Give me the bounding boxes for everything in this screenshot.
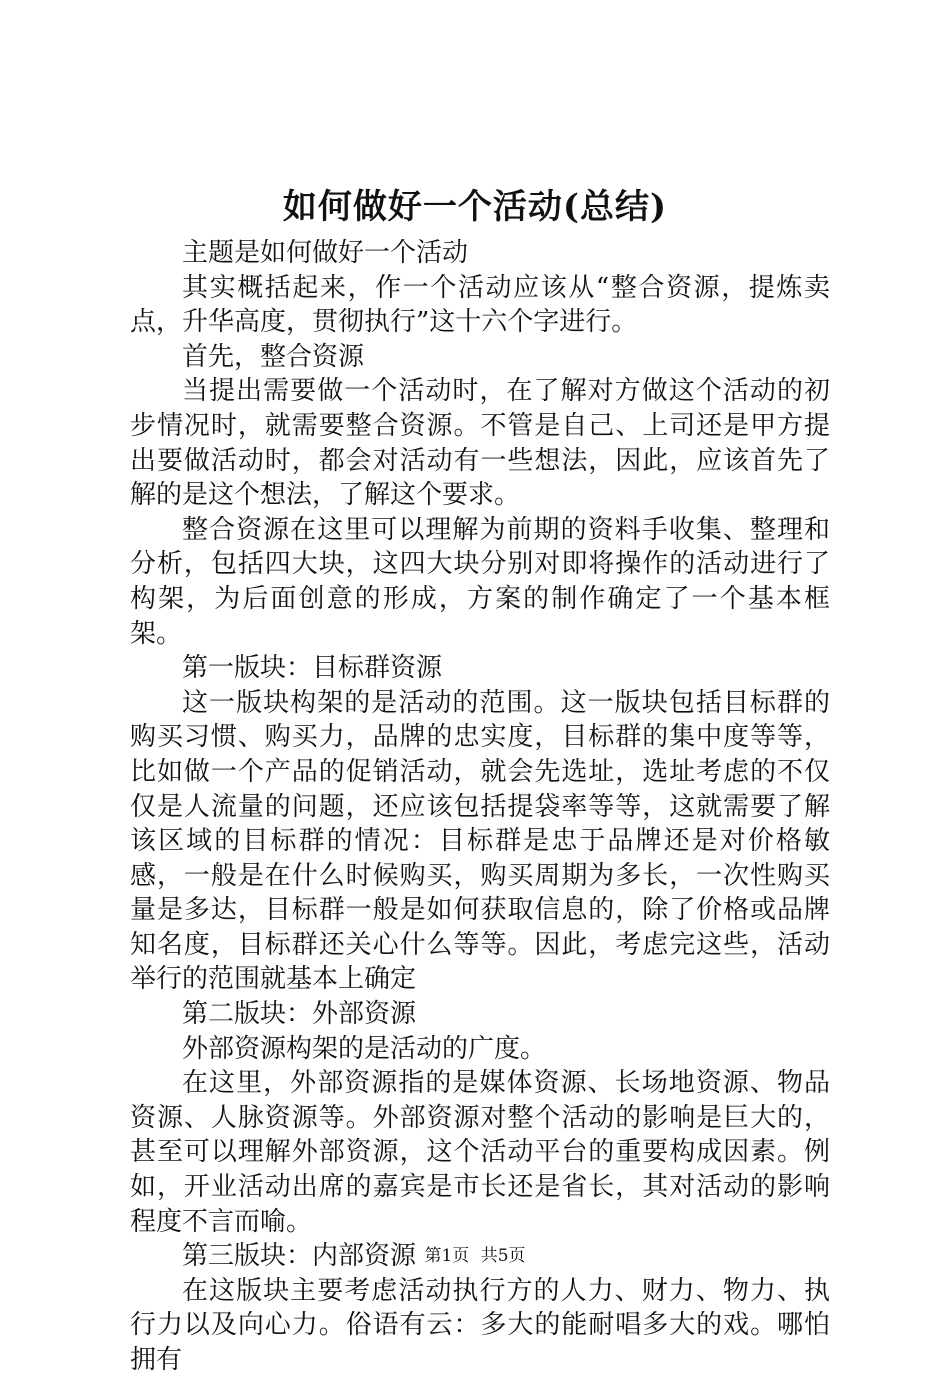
section-heading-first: 首先，整合资源 — [182, 341, 365, 372]
paragraph-theme: 主题是如何做好一个活动 — [182, 238, 469, 268]
page-total: 共5页 — [480, 1246, 526, 1266]
page-number: 第1页 — [424, 1246, 470, 1266]
paragraph-resources-framework: 整合资源在这里可以理解为前期的资料手收集、整理和分析，包括四大块，这四大块分别对即将操作的活动进行了构架，为后面创意的形成，方案的制作确定了一个基本框架。 — [130, 514, 830, 649]
document-title: 如何做好一个活动(总结) — [282, 187, 668, 227]
paragraph-internal: 在这版块主要考虑活动执行方的人力、财力、物力、执行力以及向心力。俗语有云：多大的能耐唱多大的戏。哪怕拥有 — [130, 1275, 830, 1375]
paragraph-summary: 其实概括起来，作一个活动应该从“整合资源，提炼卖点，升华高度，贯彻执行”这十六个字进行。 — [130, 272, 830, 338]
paragraph-external-detail: 在这里，外部资源指的是媒体资源、长场地资源、物品资源、人脉资源等。外部资源对整个活动的影响是巨大的，甚至可以理解外部资源，这个活动平台的重要构成因素。例如，开业活动出席的嘉宾是市长还是省长，其对活动的影响程度不言而喻。 — [130, 1068, 830, 1237]
paragraph-intro-resources: 当提出需要做一个活动时，在了解对方做这个活动的初步情况时，就需要整合资源。不管是自己、上司还是甲方提出要做活动时，都会对活动有一些想法，因此，应该首先了解的是这个想法，了解这个要求。 — [130, 376, 830, 511]
document-body — [130, 236, 830, 1378]
paragraph-target-group: 这一版块构架的是活动的范围。这一版块包括目标群的购买习惯、购买力，品牌的忠实度，目标群的集中度等等，比如做一个产品的促销活动，就会先选址，选址考虑的不仅仅是人流量的问题，还应该包括提袋率等等，这就需要了解该区域的目标群的情况：目标群是忠于品牌还是对价格敏感，一般是在什么时候购买，购买周期为多长，一次性购买量是多达，目标群一般是如何获取信息的，除了价格或品牌知名度，目标群还关心什么等等。因此，考虑完这些，活动举行的范围就基本上确定 — [130, 687, 830, 995]
section-heading-internal: 第三版块：内部资源 — [182, 1241, 417, 1272]
paragraph-external-breadth: 外部资源构架的是活动的广度。 — [182, 1033, 547, 1064]
page-footer — [0, 1244, 950, 1268]
section-heading-target-group: 第一版块：目标群资源 — [182, 653, 443, 684]
section-heading-external: 第二版块：外部资源 — [182, 999, 417, 1030]
